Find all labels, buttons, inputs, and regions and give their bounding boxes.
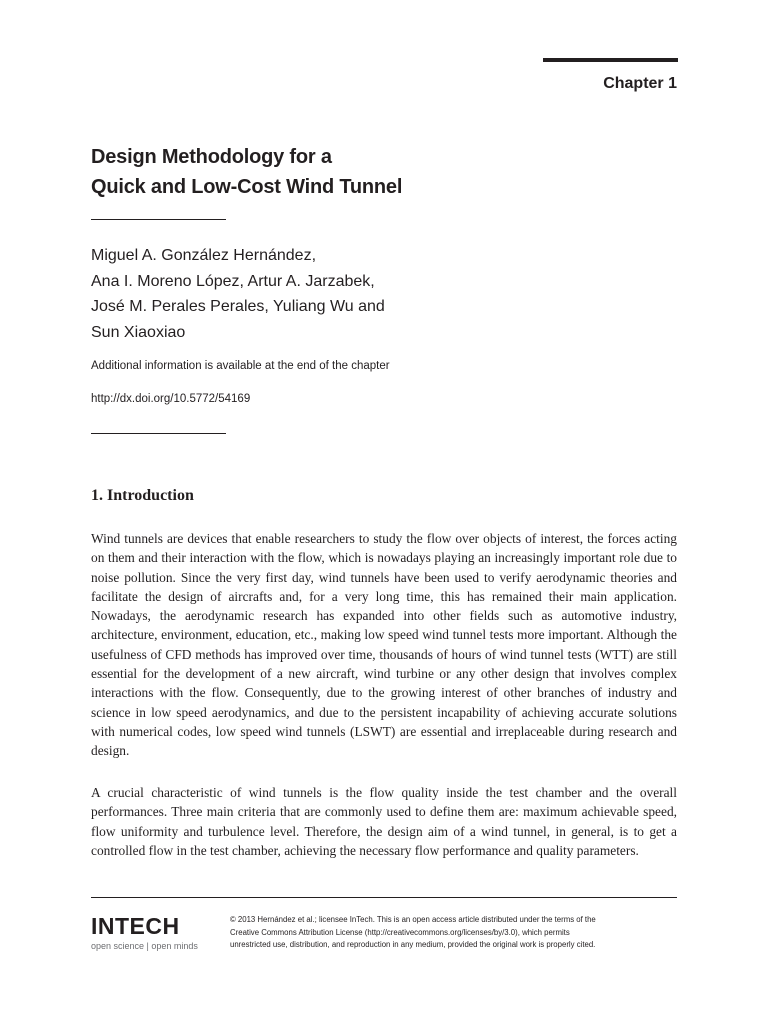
license-line: unrestricted use, distribution, and reproduction in any medium, provided the original work is properly cited.	[230, 940, 596, 949]
additional-info: Additional information is available at the end of the chapter	[91, 360, 390, 372]
section-heading: 1. Introduction	[91, 487, 194, 504]
footer-rule	[91, 897, 677, 898]
intech-logo: INTECH	[91, 913, 180, 939]
body-paragraph: A crucial characteristic of wind tunnels is the flow quality inside the test chamber and the overall performances. Three main criteria that are commonly used to define them are: maximum achievable speed, flow uniformity and turbulence level. Therefore, the design aim of a wind tunnel, in general, is to get a controlled flow in the test chamber, achieving the necessary flow performance and quality parameters.	[91, 785, 677, 858]
author-line: Sun Xiaoxiao	[91, 323, 186, 341]
meta-divider	[91, 433, 226, 434]
title-line: Design Methodology for a	[91, 146, 332, 168]
doi-link[interactable]: http://dx.doi.org/10.5772/54169	[91, 393, 251, 405]
title-divider	[91, 219, 226, 220]
body-paragraph: Wind tunnels are devices that enable researchers to study the flow over objects of interest, the forces acting on them and their interaction with the flow, which is nowadays playing an increasingly important role due to noise pollution. Since the very first day, wind tunnels have been used to verify aerodynamic theories and facilitate the design of aircrafts and, for a very long time, this has remained their main application. Nowadays, the aerodynamic research has expanded into other fields such as automotive industry, architecture, environment, education, etc., making low speed wind tunnel tests more important. Although the usefulness of CFD methods has improved over time, thousands of hours of wind tunnel tests (WTT) are still essential for the development of a new aircraft, wind turbine or any other design that involves complex interactions with the flow. Consequently, due to the growing interest of other branches of industry and science in low speed aerodynamics, and due to the persistent incapability of achieving accurate solutions with numerical codes, low speed wind tunnels (LSWT) are essential and irreplaceable during research and design.	[91, 531, 677, 759]
license-notice	[230, 914, 680, 952]
author-line: Miguel A. González Hernández,	[91, 247, 317, 264]
title-line: Quick and Low-Cost Wind Tunnel	[91, 176, 403, 198]
license-line: Creative Commons Attribution License (http://creativecommons.org/licenses/by/3.0), which permits	[230, 927, 570, 937]
author-line: José M. Perales Perales, Yuliang Wu and	[91, 298, 385, 315]
chapter-label: Chapter 1	[603, 75, 677, 92]
author-line: Ana I. Moreno López, Artur A. Jarzabek,	[91, 272, 375, 290]
author-list	[91, 243, 385, 345]
paper-title	[91, 142, 402, 202]
logo-tagline: open science | open minds	[91, 941, 198, 951]
license-line: © 2013 Hernández et al.; licensee InTech. This is an open access article distributed under the terms of the	[230, 915, 596, 924]
chapter-rule	[543, 58, 678, 62]
